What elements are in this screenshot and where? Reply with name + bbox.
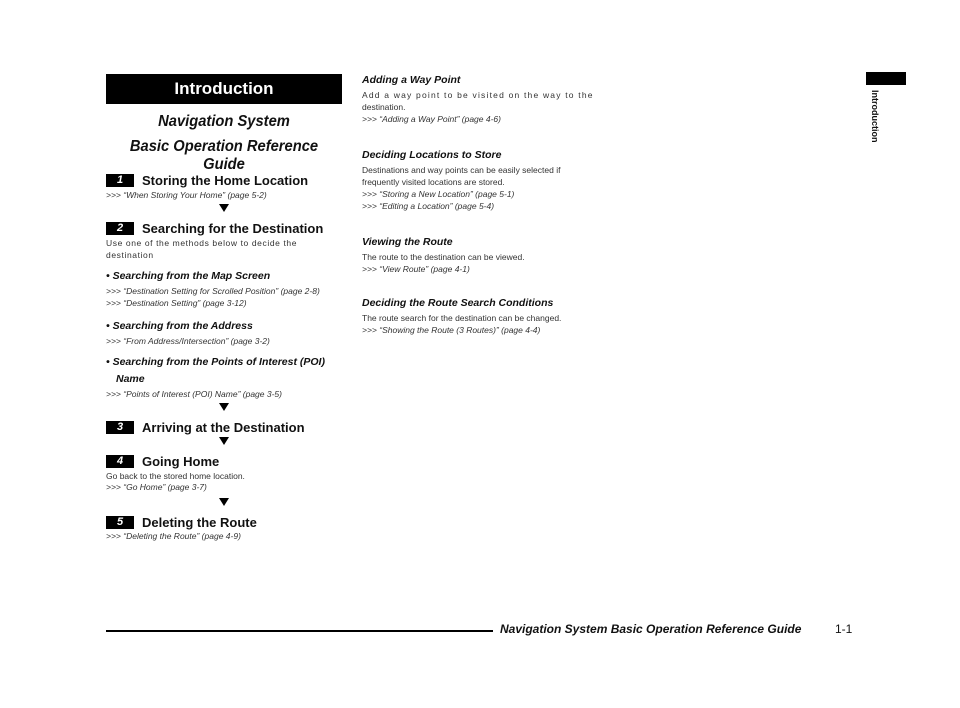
section-body: The route search for the destination can be changed.	[362, 313, 562, 323]
method-heading: • Searching from the Points of Interest (POI)	[106, 356, 325, 368]
step-5	[106, 514, 346, 530]
section-body: Add a way point to be visited on the way to the	[362, 90, 594, 100]
step-title: Storing the Home Location	[142, 173, 309, 189]
step-4	[106, 453, 346, 469]
page-reference: >>> “From Address/Intersection” (page 3-2)	[106, 336, 270, 346]
guide-title-line2: Basic Operation Reference Guide	[129, 138, 319, 173]
method-heading: • Searching from the Map Screen	[106, 270, 271, 282]
chapter-tab	[866, 72, 906, 85]
page-reference: >>> “Editing a Location” (page 5-4)	[362, 201, 495, 211]
step-title: Arriving at the Destination	[142, 420, 305, 436]
footer-rule	[106, 630, 493, 632]
down-arrow-icon	[219, 437, 229, 445]
section-heading: Adding a Way Point	[362, 74, 461, 86]
step-number: 5	[106, 516, 134, 529]
page-reference: >>> “When Storing Your Home” (page 5-2)	[106, 190, 267, 200]
page-reference: >>> “Destination Setting” (page 3-12)	[106, 298, 247, 308]
section-header: Introduction	[106, 74, 342, 104]
footer-title: Navigation System Basic Operation Reference Guide	[500, 622, 802, 636]
step-1	[106, 172, 346, 188]
section-body: Destinations and way points can be easily selected if	[362, 165, 561, 175]
section-heading: Deciding Locations to Store	[362, 149, 502, 161]
step-number: 1	[106, 174, 134, 187]
step-title: Going Home	[142, 454, 220, 470]
section-body: The route to the destination can be viewed.	[362, 252, 525, 262]
section-body: destination.	[362, 102, 406, 112]
step-description: Go back to the stored home location.	[106, 471, 245, 481]
page-reference: >>> “Storing a New Location” (page 5-1)	[362, 189, 515, 199]
page-reference: >>> “View Route” (page 4-1)	[362, 264, 470, 274]
step-number: 3	[106, 421, 134, 434]
step-number: 2	[106, 222, 134, 235]
step-title: Searching for the Destination	[142, 221, 324, 237]
method-heading: • Searching from the Address	[106, 320, 253, 332]
page-number: 1-1	[835, 622, 853, 636]
page-reference: >>> “Go Home” (page 3-7)	[106, 482, 207, 492]
step-title: Deleting the Route	[142, 515, 257, 531]
page-reference: >>> “Points of Interest (POI) Name” (page 3-5)	[106, 389, 282, 399]
page-reference: >>> “Deleting the Route” (page 4-9)	[106, 531, 241, 541]
section-body: frequently visited locations are stored.	[362, 177, 505, 187]
page-reference: >>> “Adding a Way Point” (page 4-6)	[362, 114, 501, 124]
down-arrow-icon	[219, 403, 229, 411]
section-heading: Viewing the Route	[362, 236, 453, 248]
step-2	[106, 220, 346, 236]
section-heading: Deciding the Route Search Conditions	[362, 297, 554, 309]
down-arrow-icon	[219, 498, 229, 506]
step-number: 4	[106, 455, 134, 468]
page-reference: >>> “Destination Setting for Scrolled Position” (page 2-8)	[106, 286, 320, 296]
step-3	[106, 419, 346, 435]
guide-title-line1: Navigation System	[158, 113, 290, 130]
page-reference: >>> “Showing the Route (3 Routes)” (page 4-4)	[362, 325, 541, 335]
chapter-tab-label: Introduction	[870, 90, 880, 143]
step-description: Use one of the methods below to decide the destination	[106, 238, 298, 260]
down-arrow-icon	[219, 204, 229, 212]
method-heading-continued: Name	[116, 373, 145, 385]
